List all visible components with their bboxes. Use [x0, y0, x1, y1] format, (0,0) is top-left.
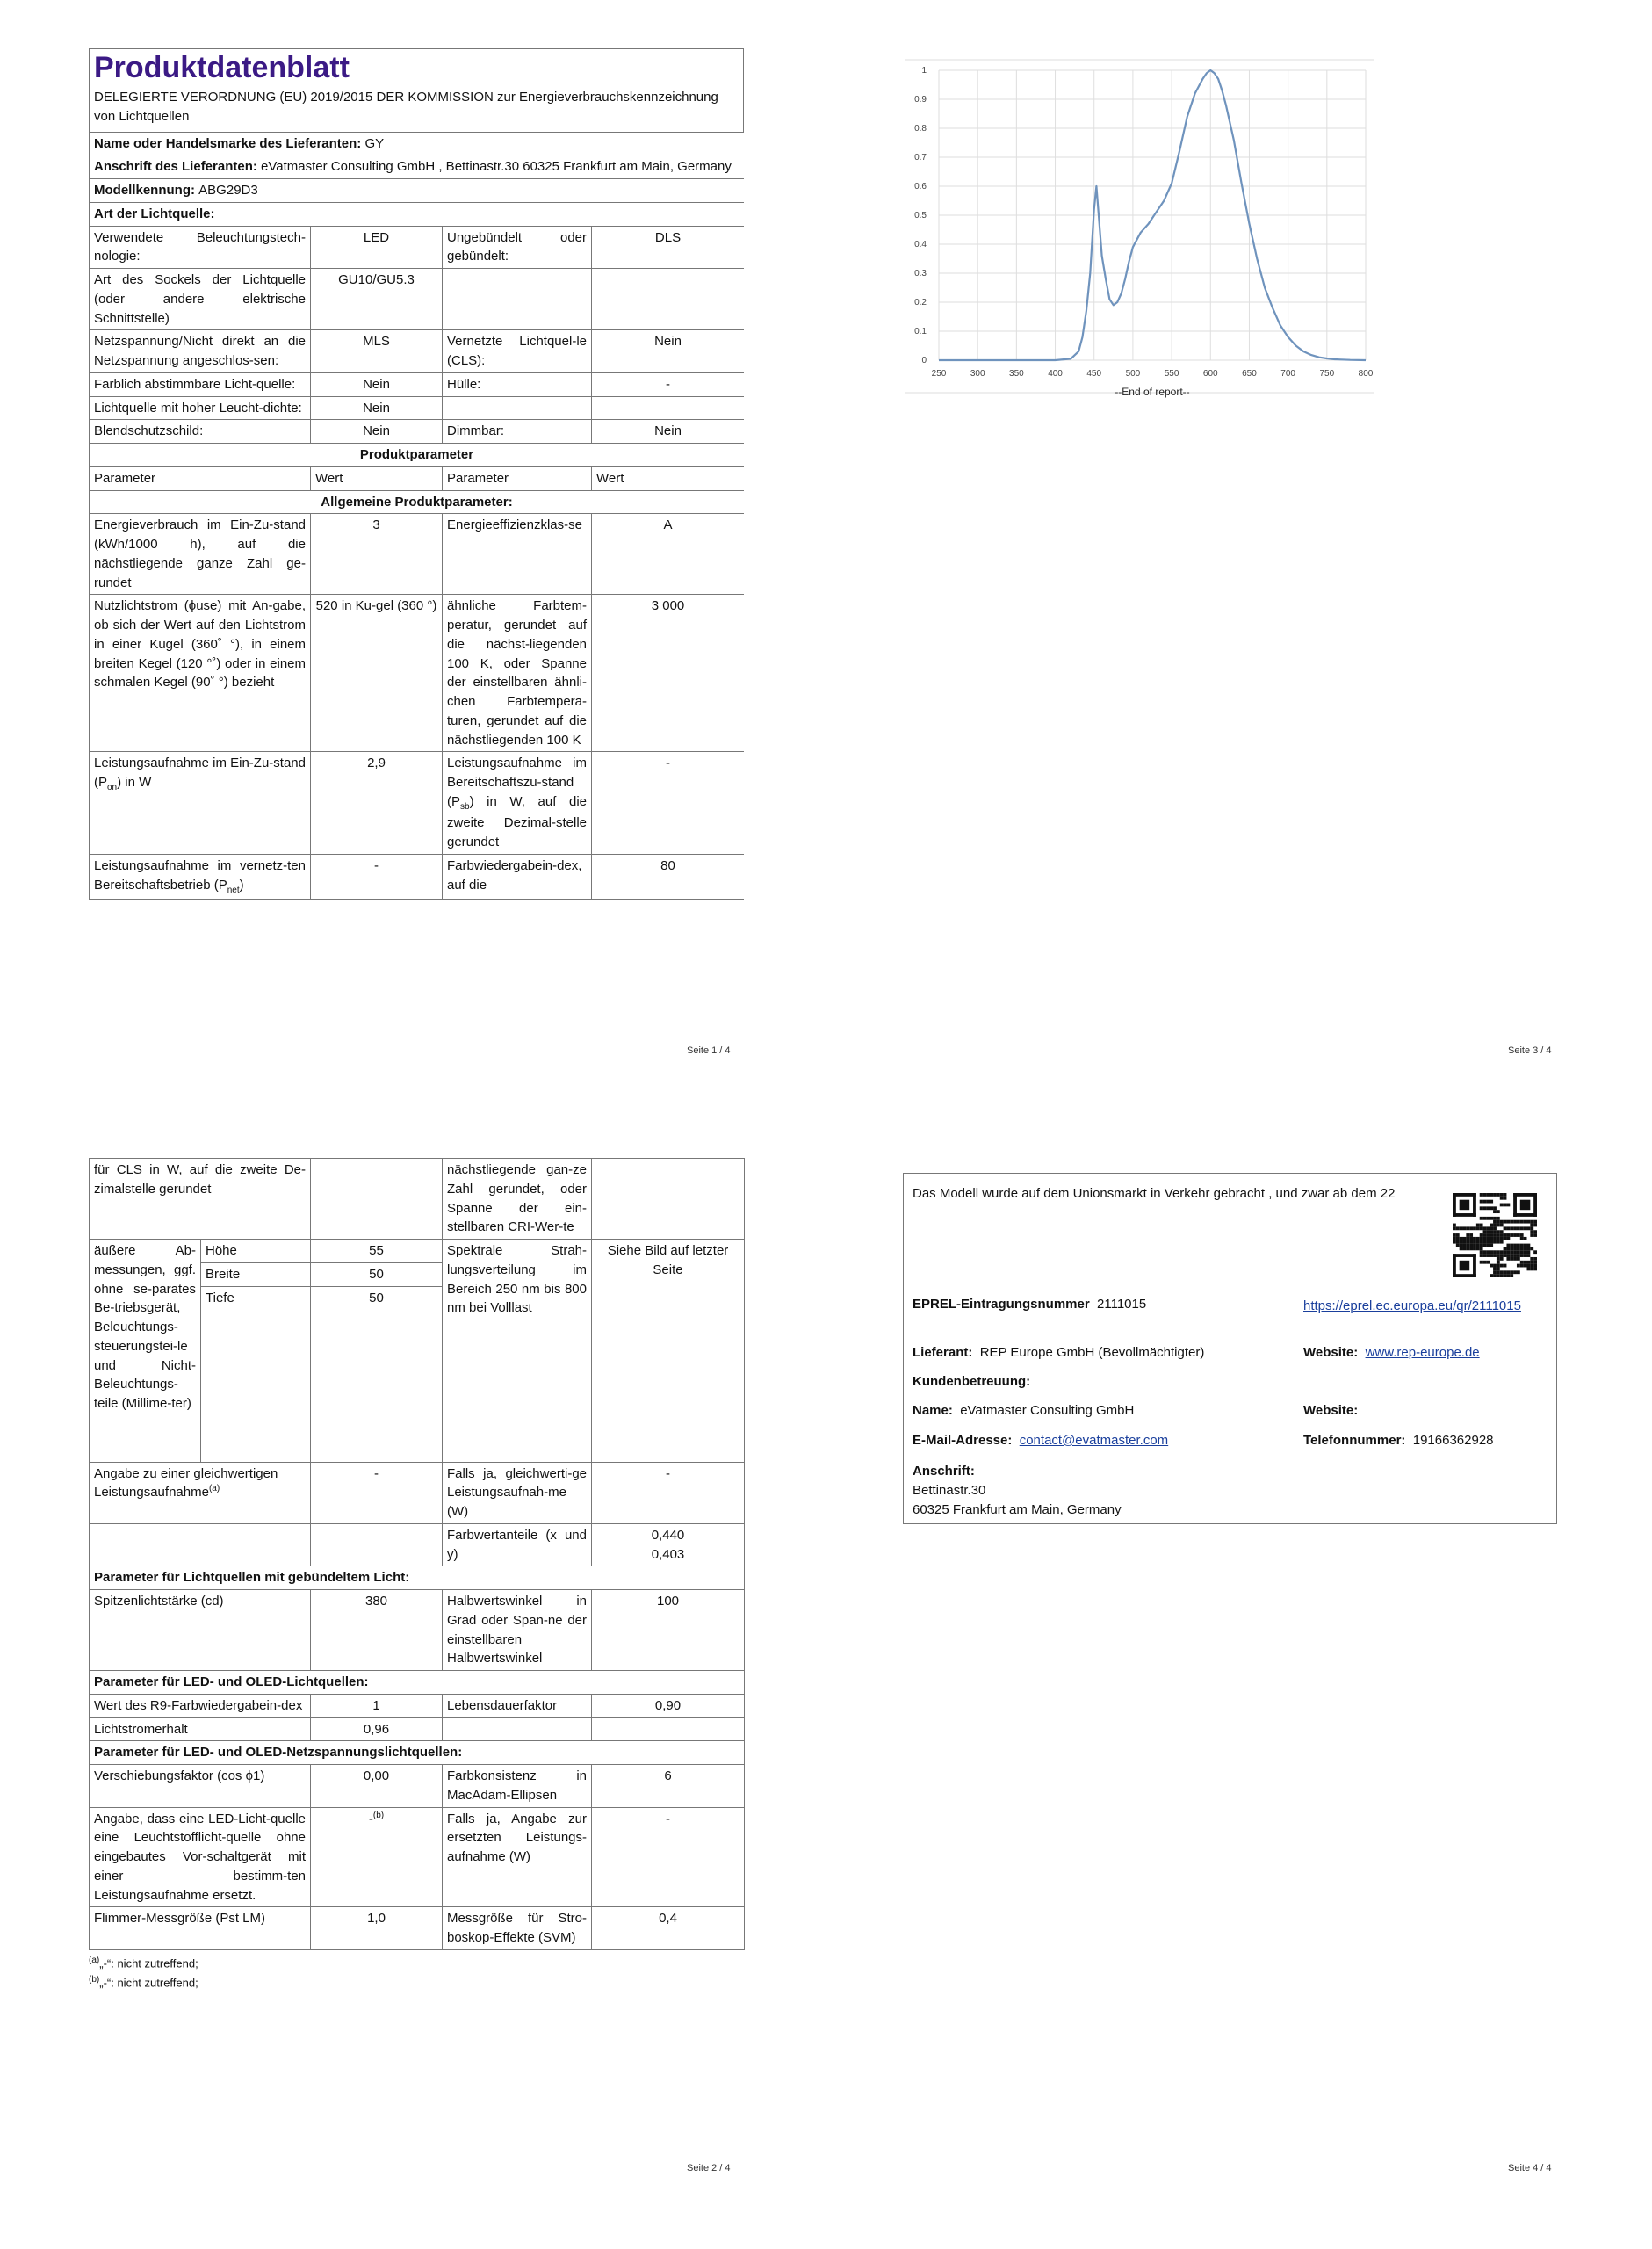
directional-header-row: [90, 1566, 745, 1590]
spectral-value: Siehe Bild auf letzter Seite: [592, 1240, 745, 1463]
supplier-name-row: [90, 132, 745, 155]
chart-background: [905, 53, 1374, 400]
y-tick-label: 0: [921, 356, 927, 365]
qr-code: [1453, 1193, 1537, 1277]
product-params-header-row: [90, 444, 745, 467]
light-source-type-label: Art der Lichtquelle:: [90, 202, 745, 226]
dimensions-label: äußere Ab-messungen, ggf. ohne se-parates Be-triebsgerät, Beleuchtungs-steuerungstei-le und Nicht-Beleuchtungs-teile (Millime-ter): [90, 1240, 201, 1463]
product-data-table-2: [89, 1158, 745, 1950]
supplier-address-row: [90, 155, 745, 179]
eprel-link-row: [1303, 1297, 1532, 1316]
customer-service-label: Kundenbetreuung:: [913, 1374, 1031, 1389]
supplier-address-label: Anschrift des Lieferanten:: [94, 159, 257, 175]
general-param-label-1: Nutzlichtstrom (ϕuse) mit An-gabe, ob sich der Wert auf den Lichtstrom in einer Kugel (360˚ °), in einem breiten Kegel (120 °˚) oder in einem schmalen Kegel (90˚ °) bezieht: [90, 595, 311, 752]
x-tick-label: 300: [970, 369, 985, 379]
replacement-label: Angabe, dass eine LED-Licht-quelle eine Leuchtstofflicht-quelle ohne eingebautes Vor-schaltgerät mit einer bestimm-ten Leistungsaufnahme ersetzt.: [90, 1807, 311, 1907]
cri-label-cont: nächstliegende gan-ze Zahl gerundet, oder Spanne der ein-stellbaren CRI-Wer-te: [443, 1159, 592, 1240]
supplier-name-label: Name oder Handelsmarke des Lieferanten:: [94, 135, 362, 151]
email-link[interactable]: contact@evatmaster.com: [1019, 1433, 1169, 1448]
light-source-value-1: Nein: [311, 420, 443, 444]
networked-standby-label: Leistungsaufnahme im vernetz-ten Bereitschaftsbetrieb $(P_{net})$: [90, 854, 311, 899]
eprel-link[interactable]: https://eprel.ec.europa.eu/qr/2111015: [1303, 1298, 1521, 1313]
chromaticity-values: [592, 1523, 745, 1566]
light-source-label-2: [443, 396, 592, 420]
general-rows: [90, 514, 745, 752]
supplier-row: Lieferant: REP Europe GmbH (Bevollmächtigter): [913, 1345, 1205, 1360]
survival-label: Lebensdauerfaktor: [443, 1694, 592, 1717]
light-source-label-2: Dimmbar:: [443, 420, 592, 444]
light-source-label-1: Netzspannung/Nicht direkt an die Netzspannung angeschlos-sen:: [90, 330, 311, 373]
replacement-value: -$^{(b)}$: [311, 1807, 443, 1907]
displacement-value: 0,00: [311, 1765, 443, 1808]
flicker-value: 1,0: [311, 1907, 443, 1950]
light-source-value-2: DLS: [592, 226, 745, 269]
page-4-info-box: [903, 1173, 1557, 1524]
macadam-value: 6: [592, 1765, 745, 1808]
cri-value: 80: [592, 854, 745, 899]
y-tick-label: 0.4: [914, 240, 927, 249]
r9-label: Wert des R9-Farbwiedergabein-dex: [90, 1694, 311, 1717]
footnotes: [89, 1954, 744, 1992]
power-on-label: Leistungsaufnahme im Ein-Zu-stand $(P_{on})$ in W: [90, 752, 311, 855]
y-tick-label: 0.2: [914, 298, 927, 307]
general-header-row: [90, 490, 745, 514]
service-name-row: Name: eVatmaster Consulting GmbH: [913, 1403, 1135, 1418]
x-tick-label: 550: [1164, 369, 1179, 379]
dimension-row: [90, 1240, 745, 1263]
service-website-label: Website:: [1303, 1403, 1359, 1418]
light-source-value-2: [592, 396, 745, 420]
light-source-value-1: LED: [311, 226, 443, 269]
led-header: Parameter für LED- und OLED-Lichtquellen:: [90, 1671, 745, 1695]
flicker-row: [90, 1907, 745, 1950]
footnote-a: $^{(a)}$„-“: nicht zutreffend;: [89, 1955, 198, 1971]
light-source-label-1: Blendschutzschild:: [90, 420, 311, 444]
general-param-row: [90, 595, 745, 752]
y-tick-label: 0.7: [914, 153, 927, 163]
r9-row: [90, 1694, 745, 1717]
col-parameter-1: Parameter: [90, 466, 311, 490]
page-title: Produktdatenblatt: [94, 51, 350, 84]
page-1-table-clip: [89, 132, 744, 1126]
general-param-label-2: Energieeffizienzklas-se: [443, 514, 592, 595]
chromaticity-y: 0,403: [651, 1546, 685, 1562]
y-tick-label: 1: [921, 66, 927, 76]
equivalent-power-value: -: [311, 1462, 443, 1523]
x-tick-label: 650: [1242, 369, 1257, 379]
lumen-maintenance-label: Lichtstromerhalt: [90, 1717, 311, 1741]
light-source-label-1: Lichtquelle mit hoher Leucht-dichte:: [90, 396, 311, 420]
general-param-value-1: 3: [311, 514, 443, 595]
light-source-row: [90, 420, 745, 444]
light-source-label-2: Vernetzte Lichtquel-le (CLS):: [443, 330, 592, 373]
page-2: [89, 1158, 744, 1992]
light-source-value-2: Nein: [592, 330, 745, 373]
address-block: Anschrift: Bettinastr.30 60325 Frankfurt am Main, Germany: [913, 1464, 1122, 1517]
x-tick-label: 750: [1319, 369, 1335, 379]
page-1: [89, 48, 744, 1126]
light-source-value-1: Nein: [311, 396, 443, 420]
light-source-value-1: Nein: [311, 372, 443, 396]
y-tick-label: 0.3: [914, 269, 927, 278]
x-tick-label: 250: [931, 369, 947, 379]
beam-angle-label: Halbwertswinkel in Grad oder Span-ne der einstellbaren Halbwertswinkel: [443, 1590, 592, 1671]
power-on-row: [90, 752, 745, 855]
light-source-label-2: Ungebündelt oder gebündelt:: [443, 226, 592, 269]
standby-power-value: -: [592, 752, 745, 855]
light-source-label-1: Farblich abstimmbare Licht-quelle:: [90, 372, 311, 396]
dim-width-value: 50: [311, 1262, 443, 1286]
x-tick-label: 800: [1358, 369, 1374, 379]
networked-standby-value: -: [311, 854, 443, 899]
displacement-row: [90, 1765, 745, 1808]
regulation-text: DELEGIERTE VERORDNUNG (EU) 2019/2015 DER KOMMISSION zur Energieverbrauchskennzeichnung von Lichtquellen: [94, 90, 718, 124]
mains-header-row: [90, 1741, 745, 1765]
x-tick-label: 350: [1009, 369, 1024, 379]
peak-intensity-value: 380: [311, 1590, 443, 1671]
networked-standby-cont: für CLS in W, auf die zweite De-zimalstelle gerundet: [90, 1159, 311, 1240]
dim-height-value: 55: [311, 1240, 443, 1263]
footnote-b: $^{(b)}$„-“: nicht zutreffend;: [89, 1974, 198, 1990]
light-source-row: [90, 330, 745, 373]
mains-header: Parameter für LED- und OLED-Netzspannungslichtquellen:: [90, 1741, 745, 1765]
lumen-maintenance-row: [90, 1717, 745, 1741]
general-param-label-1: Energieverbrauch im Ein-Zu-stand (kWh/1000 h), auf die nächstliegende ganze Zahl ge-rundet: [90, 514, 311, 595]
page-number-3: Seite 3 / 4: [1508, 1045, 1552, 1056]
displacement-label: Verschiebungsfaktor (cos ϕ1): [90, 1765, 311, 1808]
replacement-value-2: -: [592, 1807, 745, 1907]
y-tick-label: 0.8: [914, 124, 927, 134]
y-tick-label: 0.6: [914, 182, 927, 192]
model-id: ABG29D3: [198, 183, 258, 198]
dim-width-label: Breite: [201, 1262, 311, 1286]
website-row: Website: www.rep-europe.de: [1303, 1345, 1480, 1360]
light-source-type-row: [90, 202, 745, 226]
general-param-row: [90, 514, 745, 595]
cri-label: Farbwiedergabein-dex, auf die: [443, 854, 592, 899]
replacement-row: [90, 1807, 745, 1907]
survival-value: 0,90: [592, 1694, 745, 1717]
light-source-row: [90, 372, 745, 396]
macadam-label: Farbkonsistenz in MacAdam-Ellipsen: [443, 1765, 592, 1808]
product-params-header: Produktparameter: [90, 444, 745, 467]
lumen-maintenance-value: 0,96: [311, 1717, 443, 1741]
svm-label: Messgröße für Stro-boskop-Effekte (SVM): [443, 1907, 592, 1950]
column-header-row: [90, 466, 745, 490]
equivalent-power-row: [90, 1462, 745, 1523]
directional-header: Parameter für Lichtquellen mit gebündeltem Licht:: [90, 1566, 745, 1590]
general-params-header: Allgemeine Produktparameter:: [90, 490, 745, 514]
supplier-name: GY: [364, 135, 385, 151]
peak-intensity-row: [90, 1590, 745, 1671]
title-box: [89, 48, 744, 132]
market-date-text: Das Modell wurde auf dem Unionsmarkt in Verkehr gebracht , und zwar ab dem 22: [913, 1186, 1396, 1201]
general-param-label-2: ähnliche Farbtem-peratur, gerundet auf die nächst-liegenden 100 K, oder Spanne der einstellbaren ähnli-chen Farbtempera-turen, gerundet auf die nächstliegenden 100 K: [443, 595, 592, 752]
general-param-value-2: A: [592, 514, 745, 595]
email-row: E-Mail-Adresse: contact@evatmaster.com: [913, 1433, 1169, 1448]
supplier-address: eVatmaster Consulting GmbH , Bettinastr.30 60325 Frankfurt am Main, Germany: [261, 159, 732, 175]
light-source-label-2: [443, 269, 592, 330]
light-source-rows: [90, 226, 745, 444]
x-tick-label: 600: [1202, 369, 1218, 379]
peak-intensity-label: Spitzenlichtstärke (cd): [90, 1590, 311, 1671]
page-number-1: Seite 1 / 4: [687, 1045, 731, 1056]
equivalent-power-value-2: -: [592, 1462, 745, 1523]
page-number-4: Seite 4 / 4: [1508, 2163, 1552, 2173]
chromaticity-row: [90, 1523, 745, 1566]
light-source-row: [90, 226, 745, 269]
page-number-2: Seite 2 / 4: [687, 2163, 731, 2173]
light-source-value-1: MLS: [311, 330, 443, 373]
beam-angle-value: 100: [592, 1590, 745, 1671]
light-source-row: [90, 269, 745, 330]
y-tick-label: 0.5: [914, 211, 927, 221]
spectral-chart-svg: [905, 53, 1374, 400]
x-tick-label: 700: [1280, 369, 1295, 379]
light-source-value-2: Nein: [592, 420, 745, 444]
continued-row: [90, 1159, 745, 1240]
dim-depth-label: Tiefe: [201, 1286, 311, 1462]
light-source-label-1: Verwendete Beleuchtungstech-nologie:: [90, 226, 311, 269]
col-wert-1: Wert: [311, 466, 443, 490]
spectral-label: Spektrale Strah-lungsverteilung im Bereich 250 nm bis 800 nm bei Volllast: [443, 1240, 592, 1463]
standby-power-label: Leistungsaufnahme im Bereitschaftszu-stand $(P_{sb})$ in W, auf die zweite Dezimal-stelle gerundet: [443, 752, 592, 855]
model-row: [90, 179, 745, 203]
general-param-value-2: 3 000: [592, 595, 745, 752]
flicker-label: Flimmer-Messgröße (Pst LM): [90, 1907, 311, 1950]
svm-value: 0,4: [592, 1907, 745, 1950]
chart-caption: --End of report--: [1115, 386, 1190, 398]
replacement-label-2: Falls ja, Angabe zur ersetzten Leistungs-aufnahme (W): [443, 1807, 592, 1907]
product-data-table-1: [89, 132, 744, 900]
led-header-row: [90, 1671, 745, 1695]
chromaticity-label: Farbwertanteile (x und y): [443, 1523, 592, 1566]
light-source-label-1: Art des Sockels der Lichtquelle (oder andere elektrische Schnittstelle): [90, 269, 311, 330]
light-source-value-2: -: [592, 372, 745, 396]
y-tick-label: 0.1: [914, 327, 927, 336]
website-link[interactable]: www.rep-europe.de: [1365, 1345, 1480, 1360]
general-param-value-1: 520 in Ku-gel (360 °): [311, 595, 443, 752]
equivalent-power-label-2: Falls ja, gleichwerti-ge Leistungsaufnah-me (W): [443, 1462, 592, 1523]
light-source-value-2: [592, 269, 745, 330]
x-tick-label: 450: [1086, 369, 1102, 379]
phone-row: Telefonnummer: 19166362928: [1303, 1433, 1494, 1448]
eprel-row: EPREL-Eintragungsnummer 2111015: [913, 1297, 1147, 1312]
x-tick-label: 500: [1125, 369, 1141, 379]
model-label: Modellkennung:: [94, 183, 195, 198]
y-tick-label: 0.9: [914, 95, 927, 105]
chromaticity-x: 0,440: [651, 1527, 685, 1543]
light-source-label-2: Hülle:: [443, 372, 592, 396]
r9-value: 1: [311, 1694, 443, 1717]
light-source-value-1: GU10/GU5.3: [311, 269, 443, 330]
light-source-row: [90, 396, 745, 420]
x-tick-label: 400: [1048, 369, 1063, 379]
col-wert-2: Wert: [592, 466, 745, 490]
eprel-number: 2111015: [1097, 1297, 1147, 1312]
power-on-value: 2,9: [311, 752, 443, 855]
spectral-chart: [905, 53, 1374, 400]
equivalent-power-label: Angabe zu einer gleichwertigen Leistungsaufnahme$^{(a)}$: [90, 1462, 311, 1523]
col-parameter-2: Parameter: [443, 466, 592, 490]
dim-height-label: Höhe: [201, 1240, 311, 1263]
networked-standby-row: [90, 854, 745, 899]
dim-depth-value: 50: [311, 1286, 443, 1462]
